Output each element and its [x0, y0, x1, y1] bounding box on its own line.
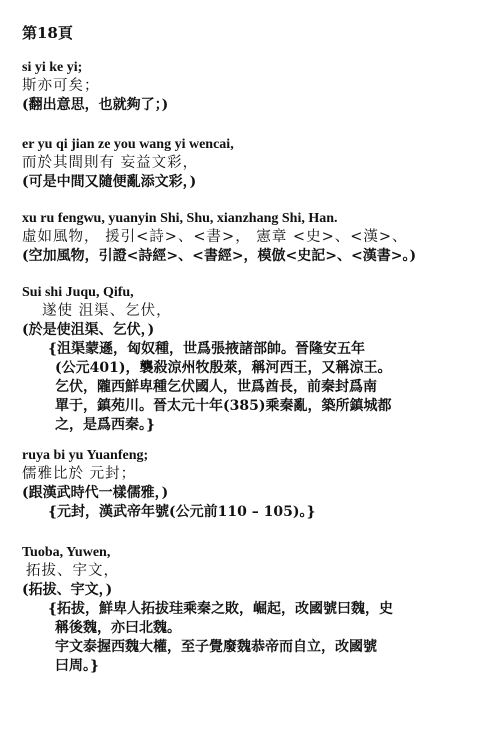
translation-line: (空加風物，引證<詩經>、<書經>，模倣<史記>、<漢書>。) — [22, 248, 417, 264]
page-header: 第18頁 — [22, 24, 73, 42]
note-line: 宇文泰握西魏大權，至子覺廢魏恭帝而自立，改國號 — [55, 639, 377, 655]
note-line: 乞伏，隴西鮮卑種乞伏國人，世爲酋長，前秦封爲南 — [55, 379, 377, 395]
translation-line: (翻出意思，也就夠了；) — [22, 97, 169, 113]
note-line: {沮渠蒙遜，匈奴種，世爲張掖諸部帥。晉隆安五年 — [48, 341, 366, 357]
note-line: 曰周。} — [55, 658, 100, 674]
chinese-line: 虛如風物， 援引<詩>、<書>， 憲章 <史>、<漢>、 — [22, 229, 408, 245]
translation-line: (拓拔、宇文，) — [22, 582, 113, 598]
entry-0 — [22, 58, 492, 115]
note-line: 之，是爲西秦。} — [55, 417, 156, 433]
chinese-line: 儒雅比於 元封； — [22, 466, 137, 482]
pinyin-line: ruya bi yu Yuanfeng; — [22, 448, 149, 463]
entry-3 — [22, 283, 492, 435]
note-line: 單于，鎮苑川。晉太元十年(385)乘秦亂，築所鎮城都 — [55, 398, 392, 414]
chinese-line: 斯亦可矣； — [22, 78, 100, 94]
note-line: 稱後魏，亦曰北魏。 — [55, 620, 181, 636]
chinese-line: 而於其間則有 妄益文彩， — [22, 155, 199, 171]
entry-1 — [22, 135, 492, 192]
translation-line: (於是使沮渠、乞伏，) — [22, 322, 155, 338]
note-line: {拓拔，鮮卑人拓拔珪乘秦之敗，崛起，改國號曰魏，史 — [48, 601, 394, 617]
pinyin-line: Sui shi Juqu, Qifu, — [22, 285, 134, 300]
pinyin-line: er yu qi jian ze you wang yi wencai, — [22, 137, 234, 152]
chinese-line: 拓拔、宇文， — [26, 563, 119, 579]
note-line: {元封，漢武帝年號(公元前110 – 105)。} — [48, 504, 316, 520]
chinese-line: 遂使 沮渠、乞伏， — [42, 303, 172, 319]
entry-2 — [22, 209, 492, 266]
pinyin-line: si yi ke yi; — [22, 60, 83, 75]
translation-line: (跟漢武時代一樣儒雅，) — [22, 485, 169, 501]
entry-4 — [22, 446, 492, 522]
entry-5 — [22, 543, 492, 676]
note-line: (公元401)，襲殺涼州牧殷萊，稱河西王，又稱涼王。 — [55, 360, 392, 376]
pinyin-line: Tuoba, Yuwen, — [22, 545, 111, 560]
translation-line: (可是中間又隨便亂添文彩，) — [22, 174, 197, 190]
pinyin-line: xu ru fengwu, yuanyin Shi, Shu, xianzhang Shi, Han. — [22, 211, 338, 226]
